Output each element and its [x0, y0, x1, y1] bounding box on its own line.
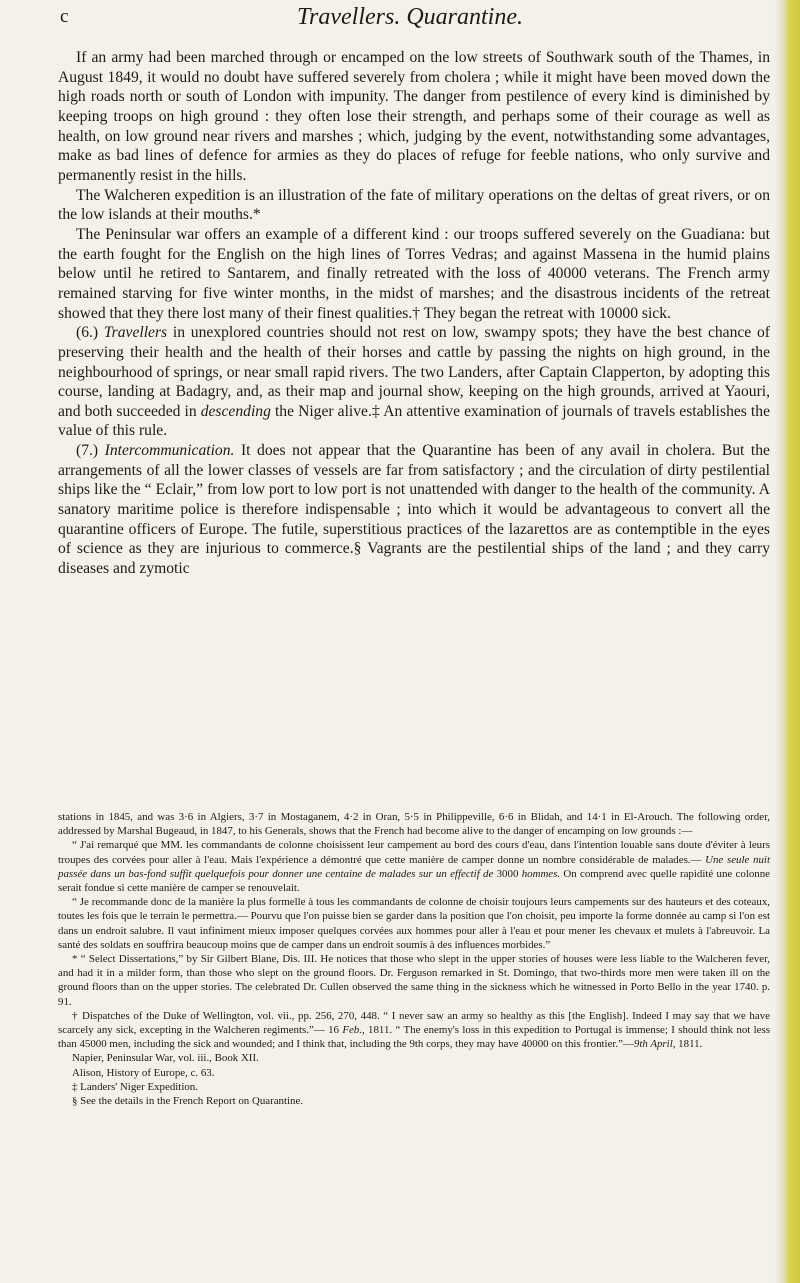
paragraph: The Peninsular war offers an example of a different kind : our troops suffered severely on the Guadiana: but the earth fought for the English on the high lines of Torres Vedras; and against Massena in the humid plains below until he retired to Santarem, and finally retreated with the loss of 40000 veterans. The French army remained starving for five winter months, in the midst of marshes; and the disastrous incidents of the retreat showed that they there lost many of their finest qualities.† They began the retreat with 10000 sick.: [58, 225, 770, 322]
footnotes: [58, 810, 770, 1108]
paragraph-text: the Niger alive.‡ An attentive examination of journals of travels establishes the value of this rule.: [58, 402, 770, 440]
paragraph: The Walcheren expedition is an illustration of the fate of military operations on the deltas of great rivers, or on the low islands at their mouths.*: [58, 186, 770, 224]
footnote-reference: Alison, History of Europe, c. 63.: [72, 1066, 215, 1079]
paragraph: If an army had been marched through or encamped on the low streets of Southwark south of the Thames, in August 1849, it would no doubt have suffered severely from cholera ; while it might have been moved down the high roads north or south of London with impunity. The danger from pestilence of every kind is diminished by keeping troops on high ground : they often lose their strength, and perhaps some of their courage as well as health, on low ground near rivers and marshes ; which, judging by the event, notwithstanding some advantages, make as bad lines of defence for armies as they do places of refuge for feeble nations, who only survive and permanently resist in the hills.: [58, 49, 770, 184]
running-header: [60, 2, 760, 36]
footnote-double-dagger: ‡ Landers' Niger Expedition.: [72, 1080, 198, 1093]
running-title: Travellers. Quarantine.: [297, 4, 523, 30]
footnote-continued: stations in 1845, and was 3·6 in Algiers, 3·7 in Mostaganem, 4·2 in Oran, 5·5 in Philippeville, 6·6 in Blidah, and 14·1 in El-Arouch. The following order, addressed by Marshal Bugeaud, in 1847, to his Generals, shows that the French had become alive to the danger of encamping on low grounds :—: [58, 811, 770, 838]
emphasis: Feb.: [342, 1024, 362, 1037]
footnote-text: , 1811.: [672, 1038, 703, 1051]
section-number: (6.): [76, 324, 99, 342]
footnote-text: On comprend avec quelle rapidité une colonne serait fondue si cette manière de camper se renouvelait.: [58, 867, 771, 895]
emphasis: Une seule nuit passée dans un bas-fond suffit quelquefois pour donner une centaine de malades sur un effectif de: [58, 853, 770, 880]
footnote-section: § See the details in the French Report on Quarantine.: [72, 1095, 304, 1108]
footnote-text: , 1811. “ The enemy's loss in this expedition to Portugal is immense; I should think not less than 45000 men, including the sick and wounded; and I think that, including the 9th corps, they may have 40000 on this frontier.”—: [58, 1024, 770, 1051]
section-heading: Intercommunication.: [104, 442, 235, 460]
footnote-quote: “ Je recommande donc de la manière la plus formelle à tous les commandants de colonne de choisir toujours leurs campements sur des hauteurs et des coteaux, toutes les fois que le terrain le permettra.— Pourvu que l'on puisse bien se garder dans la position que l'on choisit, peu importe la forme donnée au camp si l'on est dans un endroit salubre. Il vaut infiniment mieux imposer quelques corvées aux hommes pour aller à l'eau et pour mener les chevaux et mulets à l'abreuvoir. La santé des soldats en souffrira beaucoup moins que de camper dans un endroit soumis à des influences morbides.”: [58, 896, 770, 951]
footnote-text: † Dispatches of the Duke of Wellington, vol. vii., pp. 256, 270, 448. “ I never saw an army so healthy as this [the English]. Indeed I may say that we have scarcely any sick, excepting in the Walcheren regiments.”— 16: [58, 1009, 770, 1037]
main-text: [58, 48, 770, 579]
page-edge-strip: [774, 0, 800, 1283]
section-number: (7.): [76, 442, 99, 460]
footnote-quote: [58, 838, 770, 895]
emphasis: 9th April: [633, 1038, 673, 1051]
paragraph-text: It does not appear that the Quarantine has been of any avail in cholera. But the arrangements of all the lower classes of vessels are far from satisfactory ; and the circulation of dirty pestilential ships like the “ Eclair,” from low port to low port is not unattended with danger to the health of the community. A sanatory maritime police is therefore indispensable ; into which it would be advantageous to convert all the quarantine officers of Europe. The futile, superstitious practices of the lazarettos are as contemptible in the eyes of science as they are injurious to commerce.§ Vagrants are the pestilential ships of the land ; and they carry diseases and zymotic: [58, 442, 770, 578]
paragraph-travellers: [58, 323, 770, 441]
emphasis: hommes.: [521, 867, 561, 880]
section-heading: Travellers: [103, 324, 168, 342]
paragraph-text: in unexplored countries should not rest on low, swampy spots; they have the best chance of preserving their health and the health of their horses and cattle by passing the nights on high ground, in the neighbourhood of springs, or near small rapid rivers. The two Landers, after Captain Clapperton, by adopting this course, landing at Badagry, and, as their map and journal show, keeping on the high grounds, arrived at Yaouri, and both succeeded in: [58, 324, 770, 420]
footnote-star: * “ Select Dissertations,” by Sir Gilbert Blane, Dis. III. He notices that those who slept in the upper stories of houses were less liable to the Walcheren fever, and had it in a milder form, than those who slept on the ground floors. Dr. Ferguson remarked in St. Domingo, that two-thirds more men were taken ill on the ground floors than on the upper stories. The celebrated Dr. Cullen observed the same thing in the sickness which he witnessed in Porto Bello in the year 1740. p. 91.: [58, 953, 770, 1008]
emphasis: descending: [200, 402, 271, 420]
footnote-text: “ J'ai remarqué que MM. les commandants de colonne choisissent leur campement au bord des cours d'eau, dans l'intention louable sans doute d'éviter à leurs troupes des corvées pour aller à l'eau. Mais l'expérience a démontré que cette manière de camper donne un nombre considérable de malades.—: [58, 839, 770, 866]
footnote-reference: Napier, Peninsular War, vol. iii., Book XII.: [72, 1052, 259, 1065]
page-signature: c: [60, 6, 69, 27]
paragraph-intercommunication: [58, 441, 770, 579]
footnote-dagger: [58, 1009, 770, 1052]
footnote-text: 3000: [493, 867, 522, 880]
